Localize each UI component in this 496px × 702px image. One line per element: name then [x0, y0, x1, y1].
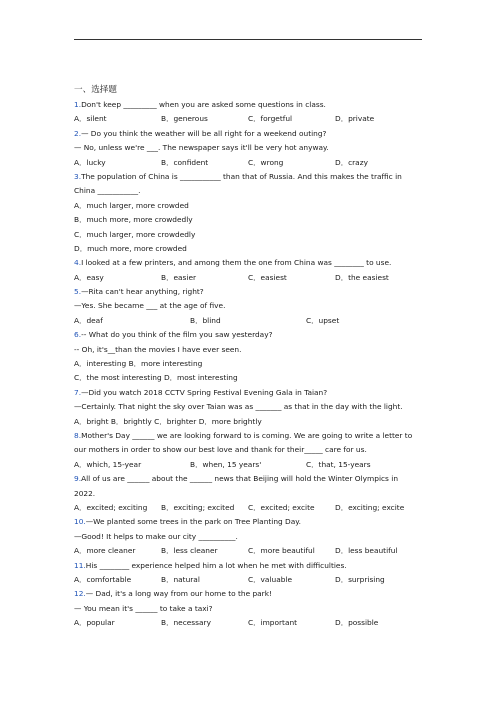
- option-a[interactable]: A．popular: [74, 618, 115, 628]
- question-7: [74, 386, 424, 400]
- question-number: 9.: [74, 474, 82, 484]
- option-a[interactable]: A．much larger, more crowded: [74, 200, 189, 210]
- question-number: 3.: [74, 171, 82, 181]
- option-b[interactable]: B．exciting; excited: [161, 502, 235, 512]
- question-11: [74, 559, 424, 573]
- question-number: 10.: [74, 517, 86, 527]
- question-text: -- What do you think of the film you saw yesterday?: [81, 330, 273, 340]
- option-a[interactable]: A．silent: [74, 114, 107, 124]
- question-text-line: China ___________.: [74, 186, 141, 196]
- option-b[interactable]: B．easier: [161, 272, 197, 282]
- option-a[interactable]: A．lucky: [74, 157, 106, 167]
- option-d[interactable]: D．less beautiful: [335, 546, 398, 556]
- question-8: [74, 429, 424, 443]
- question-5: [74, 285, 424, 299]
- question-text-line: — No, unless we're ___. The newspaper says it'll be very hot anyway.: [74, 143, 329, 153]
- option-b[interactable]: B．confident: [161, 157, 209, 167]
- question-text: — Dad, it's a long way from our home to the park!: [85, 589, 272, 599]
- question-1: [74, 98, 424, 112]
- options-row: [74, 616, 424, 630]
- options-row[interactable]: A．bright B．brightly C．brighter D．more brightly: [74, 416, 262, 426]
- option-b[interactable]: B．less cleaner: [161, 546, 218, 556]
- question-text: The population of China is ___________ than that of Russia. And this makes the traffic in: [81, 171, 402, 181]
- question-text: —We planted some trees in the park on Tree Planting Day.: [85, 517, 301, 527]
- question-text: Mother's Day ______ we are looking forward to is coming. We are going to write a letter to: [81, 430, 413, 440]
- options-row[interactable]: C．the most interesting D．most interesting: [74, 373, 238, 383]
- option-c[interactable]: C．wrong: [248, 157, 284, 167]
- options-row[interactable]: A．interesting B．more interesting: [74, 359, 203, 369]
- question-text: —Rita can't hear anything, right?: [81, 287, 204, 297]
- question-number: 4.: [74, 258, 82, 268]
- option-b[interactable]: B．necessary: [161, 618, 211, 628]
- option-b[interactable]: B．generous: [161, 114, 208, 124]
- option-a[interactable]: A．excited; exciting: [74, 502, 148, 512]
- question-number: 11.: [74, 560, 86, 570]
- option-b[interactable]: B．much more, more crowdedly: [74, 215, 193, 225]
- option-d[interactable]: D．crazy: [335, 157, 368, 167]
- question-text: — Do you think the weather will be all right for a weekend outing?: [81, 128, 327, 138]
- question-number: 7.: [74, 387, 82, 397]
- option-a[interactable]: A．easy: [74, 272, 104, 282]
- option-c[interactable]: C．easiest: [248, 272, 287, 282]
- question-text-line: —Good! It helps to make our city __________.: [74, 531, 238, 541]
- question-number: 5.: [74, 287, 82, 297]
- option-d[interactable]: D．the easiest: [335, 272, 389, 282]
- header-rule: [74, 39, 422, 40]
- question-6: [74, 328, 424, 342]
- option-c[interactable]: C．that, 15-years: [306, 459, 371, 469]
- question-number: 2.: [74, 128, 82, 138]
- question-12: [74, 587, 424, 601]
- options-row: [74, 501, 424, 515]
- option-d[interactable]: D．surprising: [335, 574, 385, 584]
- quiz-content: [74, 83, 424, 630]
- question-text: I looked at a few printers, and among them the one from China was ________ to use.: [81, 258, 392, 268]
- question-text-line: 2022.: [74, 488, 96, 498]
- option-b[interactable]: B．natural: [161, 574, 200, 584]
- options-row: [74, 112, 424, 126]
- options-row: [74, 156, 424, 170]
- section-title: 一、选择题: [74, 85, 117, 95]
- question-9: [74, 472, 424, 486]
- options-row: [74, 271, 424, 285]
- options-row: [74, 544, 424, 558]
- option-a[interactable]: A．more cleaner: [74, 546, 136, 556]
- question-text-line: -- Oh, it's__than the movies I have ever seen.: [74, 344, 242, 354]
- question-10: [74, 515, 424, 529]
- options-row: [74, 458, 424, 472]
- question-text-line: our mothers in order to show our best love and thank for their_____ care for us.: [74, 445, 367, 455]
- question-text: —Did you watch 2018 CCTV Spring Festival Evening Gala in Taian?: [81, 387, 328, 397]
- option-c[interactable]: C．more beautiful: [248, 546, 315, 556]
- question-text-line: —Certainly. That night the sky over Taian was as _______ as that in the day with the light.: [74, 402, 403, 412]
- question-number: 12.: [74, 589, 86, 599]
- question-4: [74, 256, 424, 270]
- option-c[interactable]: C．excited; excite: [248, 502, 315, 512]
- option-d[interactable]: D．private: [335, 114, 375, 124]
- question-2: [74, 127, 424, 141]
- option-c[interactable]: C．forgetful: [248, 114, 293, 124]
- question-number: 8.: [74, 430, 82, 440]
- option-b[interactable]: B．when, 15 years': [190, 459, 262, 469]
- question-number: 1.: [74, 100, 82, 109]
- option-a[interactable]: A．which, 15-year: [74, 459, 142, 469]
- question-text: His ________ experience helped him a lot when he met with difficulties.: [85, 560, 347, 570]
- option-a[interactable]: A．deaf: [74, 315, 103, 325]
- option-c[interactable]: C．important: [248, 618, 298, 628]
- options-row: [74, 314, 424, 328]
- option-d[interactable]: D．exciting; excite: [335, 502, 405, 512]
- option-d[interactable]: D．much more, more crowded: [74, 243, 187, 253]
- question-3: [74, 170, 424, 184]
- option-c[interactable]: C．upset: [306, 315, 340, 325]
- question-number: 6.: [74, 330, 82, 340]
- question-text: All of us are ______ about the ______ news that Beijing will hold the Winter Olympics in: [81, 474, 398, 484]
- options-row: [74, 573, 424, 587]
- question-text-line: — You mean it's ______ to take a taxi?: [74, 603, 213, 613]
- question-text-line: —Yes. She became ___ at the age of five.: [74, 301, 226, 311]
- option-b[interactable]: B．blind: [190, 315, 221, 325]
- option-d[interactable]: D．possible: [335, 618, 379, 628]
- option-c[interactable]: C．valuable: [248, 574, 293, 584]
- option-a[interactable]: A．comfortable: [74, 574, 132, 584]
- question-text: Don't keep _________ when you are asked some questions in class.: [81, 100, 326, 109]
- option-c[interactable]: C．much larger, more crowdedly: [74, 229, 196, 239]
